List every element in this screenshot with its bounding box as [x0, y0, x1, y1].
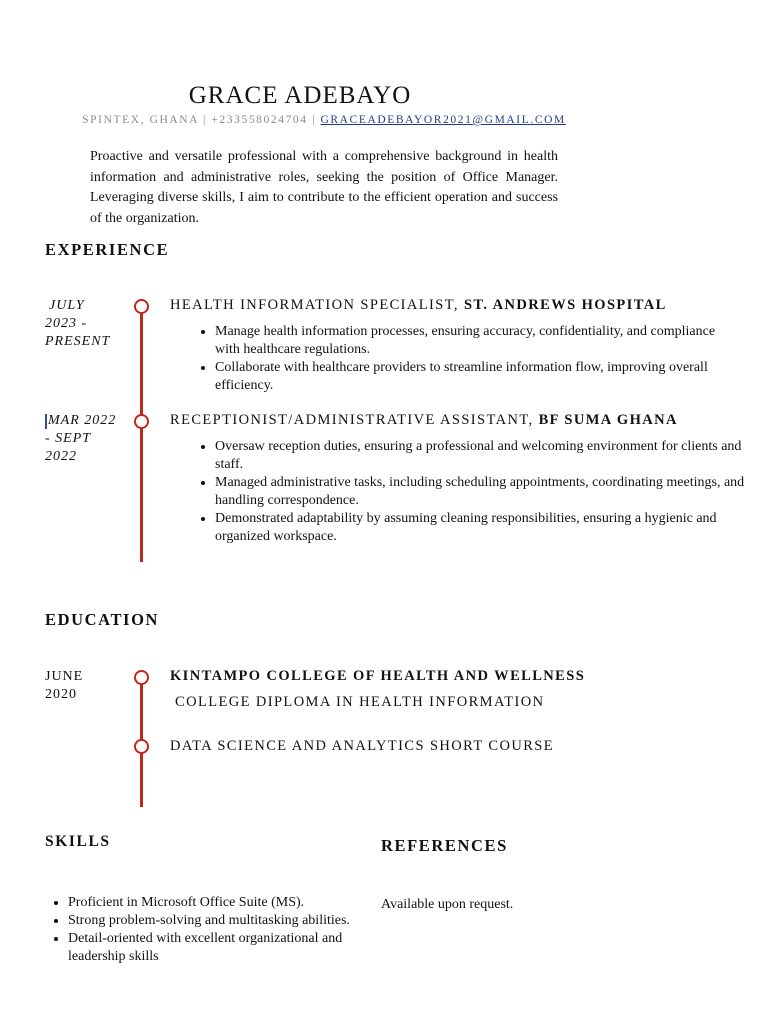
job-1-title: HEALTH INFORMATION SPECIALIST, ST. ANDREWS HOSPITAL	[170, 297, 667, 313]
job-2-employer: BF SUMA GHANA	[538, 412, 678, 428]
references-text: Available upon request.	[381, 897, 514, 912]
education-short-course: DATA SCIENCE AND ANALYTICS SHORT COURSE	[170, 738, 554, 754]
candidate-name: GRACE ADEBAYO	[188, 82, 412, 109]
timeline-dot-job-1	[134, 299, 149, 314]
education-heading: EDUCATION	[45, 610, 160, 629]
experience-heading: EXPERIENCE	[45, 240, 170, 259]
education-institution: KINTAMPO COLLEGE OF HEALTH AND WELLNESS	[170, 668, 586, 684]
text-cursor	[45, 414, 47, 429]
list-item: • Oversaw reception duties, ensuring a professional and welcoming environment for clients and staff.	[215, 438, 745, 474]
list-item: • Collaborate with healthcare providers to streamline information flow, improving overall efficiency.	[215, 359, 735, 395]
contact-line	[0, 114, 648, 126]
timeline-dot-job-2	[134, 414, 149, 429]
list-item: • Manage health information processes, ensuring accuracy, confidentiality, and compliance with healthcare regulations.	[215, 323, 735, 359]
education-date: JUNE 2020	[45, 669, 84, 702]
timeline-dot-college	[134, 670, 149, 685]
list-item: • Detail-oriented with excellent organizational and leadership skills	[68, 930, 393, 966]
list-item: • Demonstrated adaptability by assuming cleaning responsibilities, ensuring a hygienic and organized workspace.	[215, 510, 745, 546]
skills-heading: SKILLS	[45, 833, 111, 850]
list-item: • Proficient in Microsoft Office Suite (MS).	[68, 894, 393, 912]
list-item: • Strong problem-solving and multitasking abilities.	[68, 912, 393, 930]
job-1-employer: ST. ANDREWS HOSPITAL	[463, 297, 667, 313]
job-2-duties	[191, 438, 745, 546]
summary-paragraph: Proactive and versatile professional with a comprehensive background in health information and administrative roles, seeking the position of Office Manager. Leveraging diverse skills, I aim to contribute to the efficient operation and success of the organization.	[90, 149, 558, 227]
timeline-dot-short-course	[134, 739, 149, 754]
experience-timeline-line	[140, 312, 143, 562]
references-heading: REFERENCES	[381, 836, 508, 855]
education-diploma: COLLEGE DIPLOMA IN HEALTH INFORMATION	[175, 694, 545, 710]
job-2-title: RECEPTIONIST/ADMINISTRATIVE ASSISTANT, BF SUMA GHANA	[170, 412, 678, 428]
email-link[interactable]: GRACEADEBAYOR2021@GMAIL.COM	[320, 114, 566, 126]
list-item: • Managed administrative tasks, including scheduling appointments, coordinating meetings, and handling correspondence.	[215, 474, 745, 510]
job-1-date: JULY 2023 - PRESENT	[45, 298, 111, 349]
skills-list	[44, 894, 393, 966]
job-2-date: MAR 2022 - SEPT 2022	[45, 413, 117, 464]
job-1-duties	[191, 323, 735, 395]
location-phone: SPINTEX, GHANA | +233558024704 |	[82, 114, 321, 126]
